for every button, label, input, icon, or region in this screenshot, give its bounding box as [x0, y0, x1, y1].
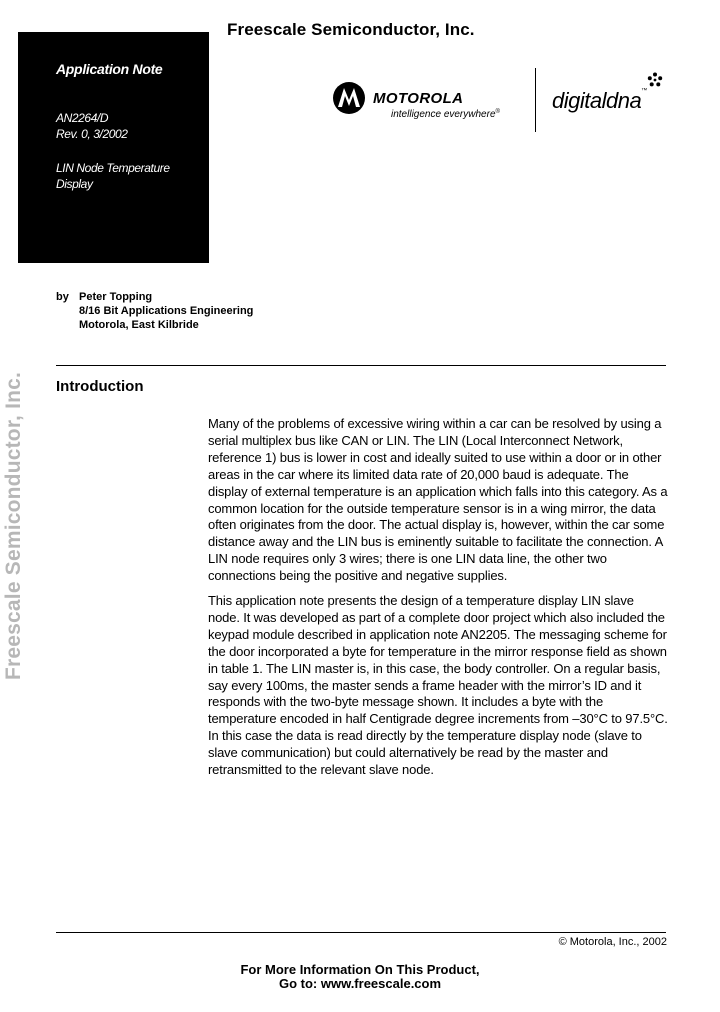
- paragraph: This application note presents the design of a temperature display LIN slave node. It was developed as part of a complete door project which also included the keypad module described in application note AN2205. The messaging scheme for the door incorporated a byte for temperature in the mirror response field as shown in table 1. The LIN master is, in this case, the body controller. On a regular basis, say every 100ms, the master sends a frame header with the mirror’s ID and it responds with the two-byte message shown. It includes a byte with the temperature encoded in half Centigrade degree increments from –30°C to 97.5°C. In this case the data is read directly by the temperature display node (slave to slave communication) but could alternatively be read by the master and retransmitted to the relevant slave node.: [208, 593, 668, 778]
- footer-divider: [56, 932, 666, 933]
- author-by-label: by: [56, 291, 69, 303]
- logo-divider: [535, 68, 536, 132]
- digitaldna-star-icon: [647, 72, 663, 88]
- doc-title-line-1: LIN Node Temperature: [56, 161, 170, 175]
- side-watermark: Freescale Semiconductor, Inc.: [2, 371, 25, 680]
- author-location: Motorola, East Kilbride: [79, 319, 199, 331]
- motorola-wordmark: MOTOROLA: [373, 90, 464, 107]
- copyright-notice: © Motorola, Inc., 2002: [558, 936, 667, 948]
- doc-title-line-2: Display: [56, 177, 93, 191]
- digitaldna-wordmark: digitaldna™: [552, 88, 647, 113]
- section-heading: Introduction: [56, 378, 144, 395]
- author-name: Peter Topping: [79, 291, 153, 303]
- more-info-text: For More Information On This Product,: [240, 962, 480, 977]
- company-header: Freescale Semiconductor, Inc.: [227, 20, 475, 39]
- author-department: 8/16 Bit Applications Engineering: [79, 305, 254, 317]
- motorola-tagline: intelligence everywhere®: [391, 109, 500, 120]
- motorola-batwing-icon: [332, 81, 366, 115]
- paragraph: Many of the problems of excessive wiring within a car can be resolved by using a serial multiplex bus like CAN or LIN. The LIN (Local Interconnect Network, reference 1) bus is lower in cost and ideally suited to use within a door or in other areas in the car where its limited data rate of 20,000 baud is adequate. The display of external temperature is an application which falls into this category. As a common location for the outside temperature sensor is in a wing mirror, the data often originates from the door. The actual display is, however, within the car some distance away and the LIN bus is eminently suitable to facilitate the connection. A LIN node requires only 3 wires; there is one LIN data line, the other two connections being the positive and negative supplies.: [208, 416, 668, 584]
- doc-revision: Rev. 0, 3/2002: [56, 127, 128, 141]
- panel-title: Application Note: [56, 61, 163, 77]
- doc-number: AN2264/D: [56, 111, 109, 125]
- application-note-panel: [18, 32, 209, 263]
- section-divider: [56, 365, 666, 366]
- website-link[interactable]: Go to: www.freescale.com: [278, 976, 442, 991]
